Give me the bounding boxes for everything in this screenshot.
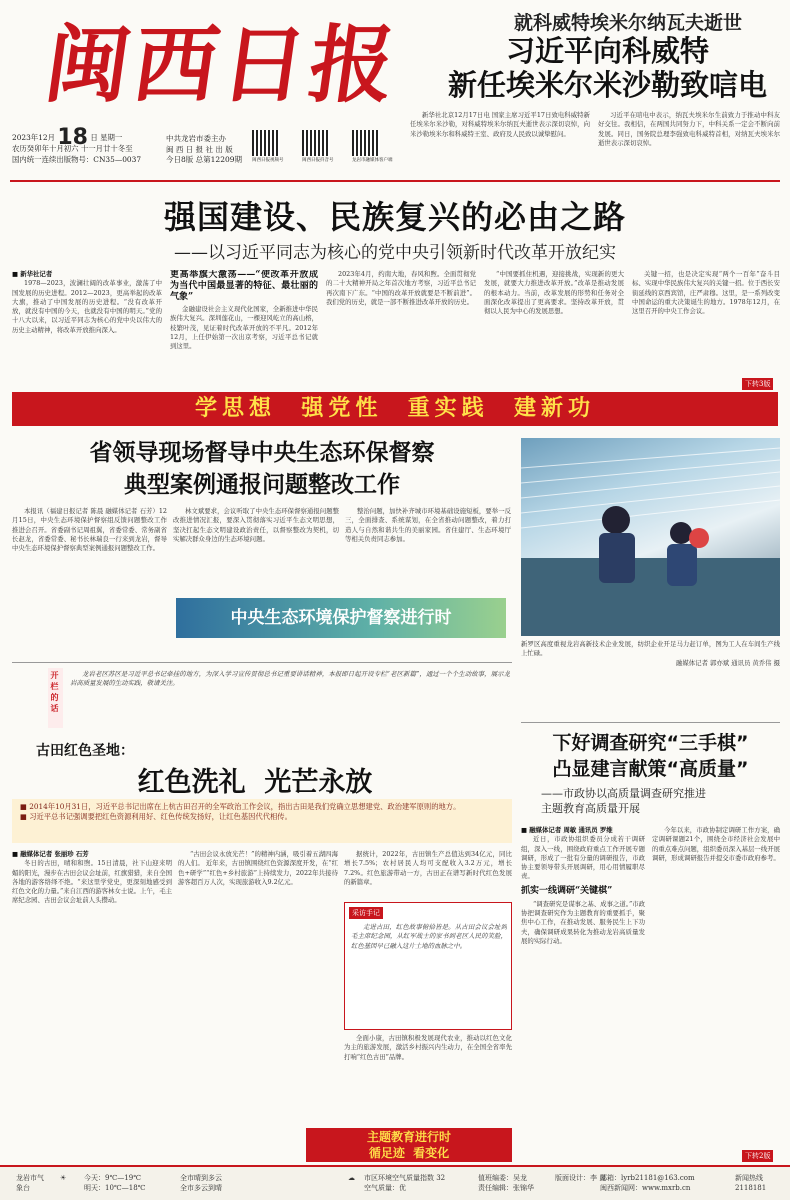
feature-column (632, 270, 780, 372)
turn-page-tag[interactable]: 下转3版 (742, 378, 773, 390)
survey-subhead-line: ——市政协以高质量调查研究推进 (541, 787, 706, 800)
lead-kicker: 就科威特埃米尔纳瓦夫逝世 (513, 12, 742, 34)
feature-text: 1978—2023，波澜壮阔的改革事业，激荡了中国发展的历史进程。2012—2023，更高举起的改革大旗，推动了中国发展的历史进程。“没有改革开放，就没有中国的今天，也就没有中国的明天。”党的十八大以来，以习近平同志为核心的党中央以伟大的历史主动精神，将改革开放推向深入。 (12, 279, 162, 334)
inspection-headline-line: 省领导现场督导中央生态环保督察 (89, 440, 435, 466)
byline: ■ 新华社记者 (12, 270, 53, 278)
website-link[interactable]: 闽西新闻网：www.mxrb.cn (600, 1184, 691, 1192)
footer-bar (0, 1165, 790, 1200)
dateline (12, 125, 292, 165)
notes-label: 采访手记 (349, 907, 383, 919)
gutian-kicker: 古田红色圣地： (36, 743, 134, 759)
column-intro (70, 670, 510, 726)
feature-column (326, 270, 476, 372)
air-grade: 空气质量：优 (364, 1184, 406, 1192)
textile-workers-image (521, 438, 780, 636)
duty-editor: 值班编委：吴龙 (478, 1174, 527, 1182)
publisher-line: 今日8版 总第12209期 (166, 155, 243, 164)
gutian-quote: ■ 2014年10月31日，习近平总书记出席在上杭古田召开的全军政治工作会议，指出古田是我们党确立思想建党、政治建军原则的地方。 (20, 802, 461, 811)
eco-inspection-banner: 中央生态环境保护督察进行时 (176, 598, 506, 638)
lead-headline-line: 习近平向科威特 (505, 34, 709, 68)
feature-subtitle: 更高举旗大激荡——“使改革开放成为当代中国最显著的特征、最壮丽的气象” (170, 270, 318, 302)
lunar-date: 农历癸卯年十月初六 十一月廿十冬至 (12, 144, 133, 153)
publisher-line: 闽 西 日 报 社 出 版 (166, 144, 233, 154)
layout-designer: 版面设计：李 昱 (555, 1174, 607, 1182)
survey-text: 近日，市政协组织委员分成若干调研组，深入一线，围绕政府重点工作开展专题调研，形成了一批有分量的调研报告，市政协主要领导带头开展调研，用心用情履职尽责。 (521, 835, 645, 881)
feature-text: 金融建设社会主义现代化国家，全新推进中华民族伟大复兴。深圳莲花山，一棵迎风屹立的高山榕，枝繁叶茂，见证着时代改革开放的不平凡。2012年12月，上任伊始第一次出京考察，习近平总书记就到这里。 (170, 305, 318, 351)
gutian-text: 全面小康，古田镇积极发展现代农业，推动以红色文化为主的旅游发展，激活乡村振兴内生动力，在全国全省率先打响“红色古田”品牌。 (344, 1034, 512, 1061)
divider (10, 180, 780, 182)
inspection-text: 整治问题，加快补齐城市环境基础设施短板，要举一反三，全面排查、系统谋划，在全省推动问题整改，着力打造人与自然和谐共生的美丽家园。省住建厅、生态环境厅等相关负责同志参加。 (345, 507, 511, 543)
promo-line: 循足迹 看变化 (368, 1146, 450, 1160)
feature-headline: 强国建设、民族复兴的必由之路 (163, 198, 626, 236)
weather-desc: 全市晴到多云 (180, 1174, 222, 1182)
gutian-column (344, 1034, 512, 1124)
gutian-text: 据统计，2022年，古田镇生产总值达到34亿元，同比增长7.5%；农村居民人均可支配收入3.2万元，增长7.2%。红色旅游带动一方，古田正在谱写新时代红色发展的新篇章。 (344, 850, 512, 886)
lead-body (410, 111, 590, 171)
feature-column (170, 270, 318, 372)
inspection-text: 林文斌要求，会议听取了中央生态环保督察通报问题整改推进情况汇报，要深入贯彻落实习近平生态文明思想，坚决扛起生态文明建设政治责任，以督察整改为契机，切实解决群众身边的生态环境问题。 (173, 507, 339, 543)
byline: ■ 融媒体记者 周敏 通讯员 罗维 (521, 826, 613, 834)
feature-column (484, 270, 624, 372)
gutian-column (344, 850, 512, 900)
lead-body-text: 新华社北京12月17日电 国家主席习近平17日致电科威特新任埃米尔米沙勒，对科威特埃米尔纳瓦夫逝世表示深切哀悼，向米沙勒埃米尔和科威特王室、政府及人民致以诚挚慰问。 (410, 111, 590, 138)
weather-desc: 全市多云到晴 (180, 1184, 222, 1192)
factory-photo (521, 438, 780, 636)
promo-line: 主题教育进行时 (366, 1130, 451, 1144)
slogan-banner: 学思想 强党性 重实践 建新功 (12, 392, 778, 426)
survey-subtitle: 抓实一线调研“关键棋” (521, 885, 613, 896)
inspection-headline-line: 典型案例通报问题整改工作 (124, 472, 400, 498)
survey-column (652, 826, 780, 1146)
issue-year: 2023年12月 (12, 133, 55, 142)
cn-number: 国内统一连续出版物号：CN35—0037 (12, 155, 142, 164)
photo-caption (521, 640, 780, 670)
divider (521, 722, 780, 723)
weather-tomorrow: 明天：10℃—18℃ (84, 1184, 146, 1192)
hotline-number[interactable]: 2118181 (735, 1184, 767, 1192)
hotline-label: 新闻热线 (735, 1174, 763, 1182)
qr-label: 龙岩市融媒体客户端 (352, 158, 393, 163)
gutian-headline: 红色洗礼 光芒永放 (137, 767, 373, 798)
inspection-headline (12, 437, 512, 501)
gutian-quote-box (12, 799, 512, 843)
notes-text: 走进古田，红色故事俯拾皆是。从古田会议会址到毛主席纪念园，从红军战士的家书到老区人民的笑脸，红色基因早已融入这片土地的血脉之中。 (351, 923, 507, 950)
feature-text: 2023年4月，约南大地，春风和煦。全面贯彻党的二十大精神开局之年首次地方考察，习近平总书记再次南下广东。“中国的改革开放就要是不断前进”。我们党的历史，就是一部不断推进改革开放的历史。 (326, 270, 476, 306)
publisher-line: 中共龙岩市委主办 (166, 134, 226, 143)
column-label: 开栏的话 (48, 668, 63, 728)
survey-column (521, 826, 645, 1161)
survey-subhead-line: 主题教育高质量开展 (541, 802, 640, 815)
qr-code-group (252, 130, 402, 168)
lead-headline (430, 34, 785, 102)
qr-code-icon[interactable] (302, 130, 330, 156)
photo-credit: 融媒体记者 郭亦斌 通讯员 黄乔伟 摄 (676, 658, 780, 667)
divider (12, 662, 512, 663)
qr-label: 闽西日报抖音号 (302, 158, 334, 163)
feature-column (12, 270, 162, 372)
gutian-quote: ■ 习近平总书记强调要把红色资源利用好、红色传统发扬好，让红色基因代代相传。 (20, 812, 292, 821)
qr-label: 闽西日报视频号 (252, 158, 284, 163)
lead-body (598, 111, 780, 171)
responsible-editor: 责任编辑：张锦华 (478, 1184, 534, 1192)
column-intro-text: 龙岩老区苏区是习近平总书记牵挂的地方，为深入学习宣传贯彻总书记重要讲话精神，本报即日起开设专栏“老区新篇”，通过一个个生动故事，展示龙岩高质量发展的生动实践，敬请关注。 (70, 670, 510, 688)
email-link[interactable]: 邮箱：lyrb21181@163.com (600, 1174, 695, 1182)
theme-education-promo[interactable] (306, 1128, 512, 1162)
survey-headline-line: 凸显建言献策“高质量” (552, 758, 749, 780)
gutian-column (12, 850, 172, 1160)
weather-today: 今天：9℃—19℃ (84, 1174, 142, 1182)
survey-subhead (521, 786, 780, 816)
weather-icon: ☀ (60, 1174, 67, 1182)
weather-station: 龙岩市气象台 (16, 1174, 44, 1192)
gutian-text: 冬日的古田，晴和和煦。15日清晨，社下山迎来明媚的阳光，漫步在古田会议会址前，红旗猎猎，来自全国各地的游客络绎不绝。“来这里学党史，更深刻地感受到红色文化的力量。”来自江西的游客林女士说。上午，毛主席纪念园、古田会议会址前人头攒动。 (12, 859, 172, 905)
issue-day: 18 (57, 125, 88, 150)
feature-subhead: ——以习近平同志为核心的党中央引领新时代改革开放纪实 (174, 243, 616, 263)
notes-body (351, 923, 507, 1027)
interview-notes-box (344, 902, 512, 1030)
survey-headline-line: 下好调查研究“三手棋” (552, 732, 749, 754)
inspection-column (345, 507, 511, 595)
inspection-column (12, 507, 167, 652)
survey-text: “调查研究是谋事之基、成事之道。”市政协把调查研究作为主题教育的重要抓手，聚焦中心工作，在推动发展、服务民生上下功夫，确保调研成果转化为推动龙岩高质量发展的实际行动。 (521, 899, 645, 945)
lead-headline-line: 新任埃米尔米沙勒致唁电 (447, 68, 767, 102)
caption-text: 新罗区高度重视龙岩高新技术企业发展，纺织企业开足马力赶订单，图为工人在车间生产线上忙碌。 (521, 640, 780, 658)
qr-code-icon[interactable] (252, 130, 280, 156)
gutian-column (178, 850, 338, 1160)
byline: ■ 融媒体记者 张丽珍 石芳 (12, 850, 89, 858)
inspection-text: 本报讯（福建日报记者 陈晨 融媒体记者 石芳）12月15日，中央生态环境保护督察组反馈问题整改工作推进会召开。省委副书记周祖翼，省委常委、常务副省长赵龙，省委常委、秘书长林瑞良一行来到龙岩，督导中央生态环境保护督察典型案例通报问题整改工作。 (12, 507, 167, 553)
issue-weekday: 日 星期一 (90, 133, 123, 142)
air-quality-icon: ☁ (348, 1174, 355, 1182)
feature-text: 关键一招，也是决定实现“两个一百年”奋斗目标、实现中华民族伟大复兴的关键一招。位于西长安街延线的京西宾馆，庄严肃穆。这里，是一系列改变中国命运的重大决策诞生的地方。1978年12月，在这里召开的中央工作会议。 (632, 270, 780, 316)
feature-text: “中国要抓住机遇，迎接挑战，实现新的更大发展，就要大力推进改革开放。”改革是推动发展的根本动力。当前，改革发展的形势和任务对全面深化改革提出了更高要求。坚持改革开放，贯彻以人民为中心的发展思想。 (484, 270, 624, 316)
survey-headline (521, 730, 780, 782)
newspaper-logo: 闽西日报 (39, 15, 406, 114)
survey-text: 今年以来，市政协制定调研工作方案，确定调研课题21个，围绕全市经济社会发展中的重点难点问题，组织委员深入基层一线开展调研，形成调研报告并提交市委市政府参考。 (652, 826, 780, 862)
lead-body-text: 习近平在唁电中表示，纳瓦夫埃米尔生前致力于推动中科友好交往。我相信，在两国共同努力下，中科关系一定会不断向前发展。同日，国务院总理李强致电科威特首相，对纳瓦夫埃米尔逝世表示深切哀悼。 (598, 111, 780, 147)
air-quality: 市区环境空气质量指数 32 (364, 1174, 446, 1182)
inspection-column (173, 507, 339, 595)
publisher-info (166, 134, 244, 166)
turn-page-tag[interactable]: 下转2版 (742, 1150, 773, 1162)
qr-code-icon[interactable] (352, 130, 380, 156)
gutian-text: “古田会议永放光芒！”的精神内涵，吸引着五湖四海的人们。 近年来，古田镇围绕红色资源深度开发，在“红色+研学”“红色+乡村旅游”上持续发力，2022年共接待游客超百万人次，实现旅游收入9.2亿元。 (178, 850, 338, 886)
